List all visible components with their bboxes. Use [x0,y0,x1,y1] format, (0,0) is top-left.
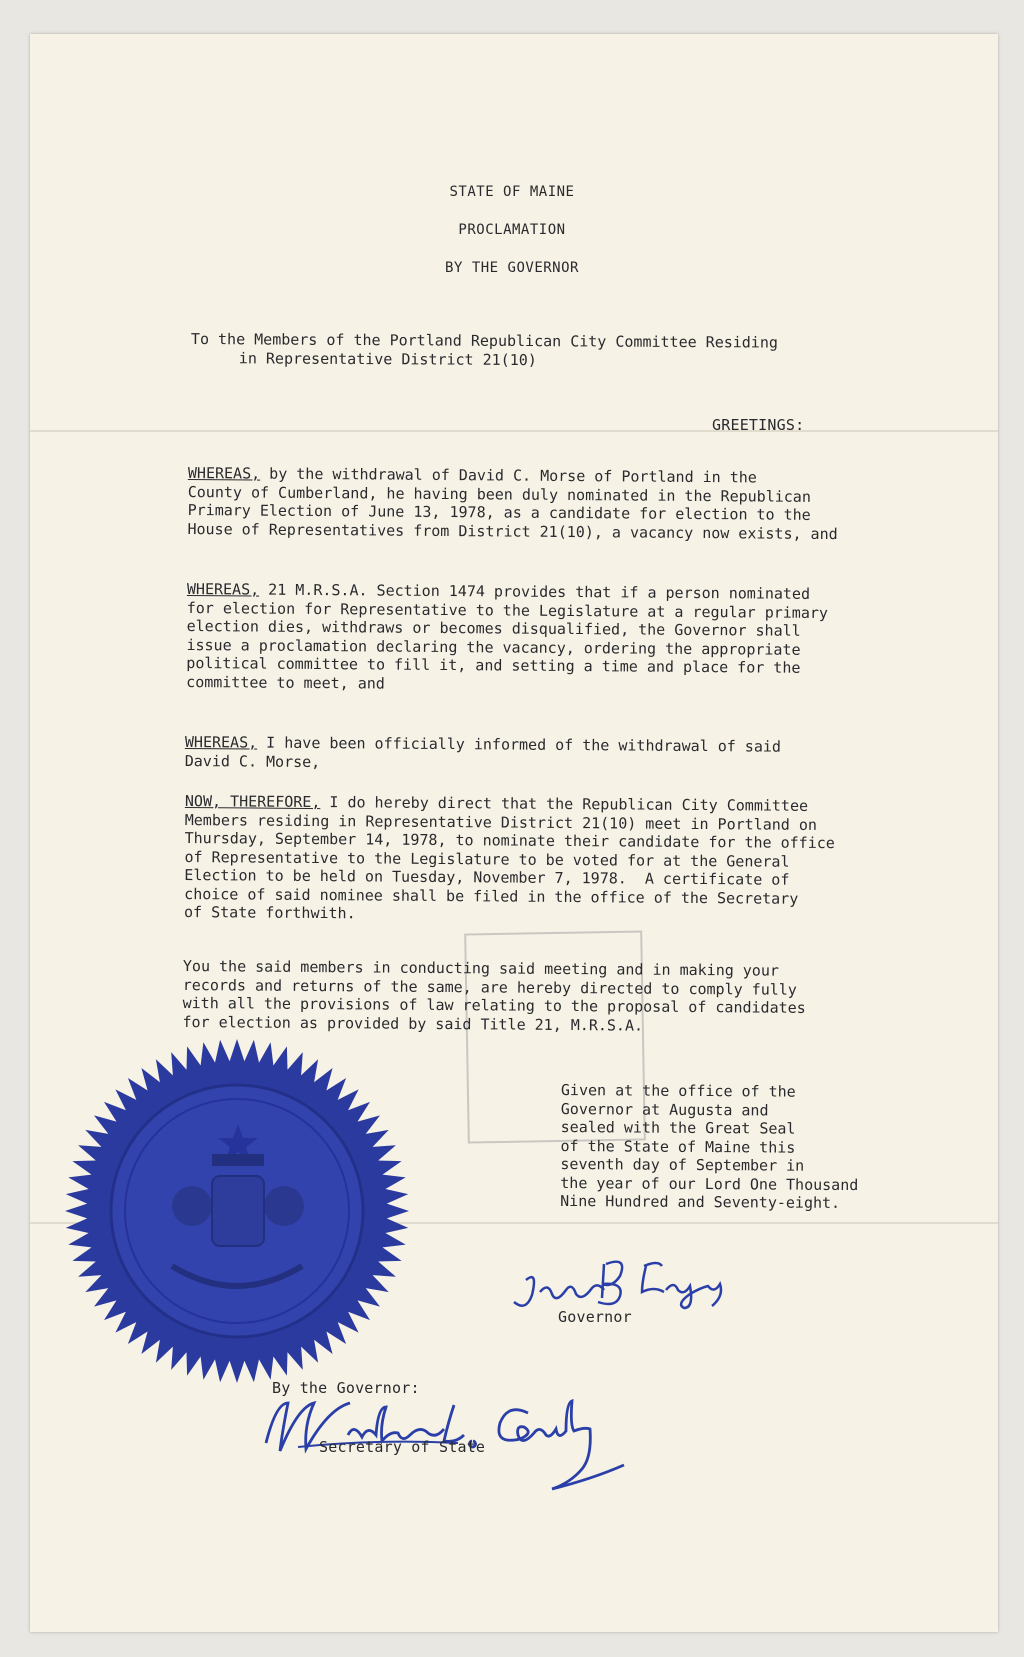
governor-title: Governor [558,1308,632,1326]
paragraph-line: committee to meet, and [186,672,385,693]
paragraph-line: County of Cumberland, he having been duly nominated in the Republican [187,482,811,506]
now-therefore-lead: NOW, THEREFORE, [184,792,321,812]
paragraph-line: I have been officially informed of the withdrawal of said [257,733,782,756]
whereas-lead: WHEREAS, [186,580,260,599]
whereas-lead: WHEREAS, [187,464,261,483]
fold-line [30,430,998,432]
paragraph-line: of State forthwith. [183,902,356,923]
by-the-governor-label: By the Governor: [272,1379,420,1397]
directive-paragraph [182,957,806,1036]
address-block [191,330,778,371]
paragraph-line: House of Representatives from District 21(10), a vacancy now exists, and [187,519,838,543]
paragraph-line: Primary Election of June 13, 1978, as a candidate for election to the [187,500,811,524]
paragraph-line: of Representative to the Legislature to be voted for at the General [184,847,790,871]
heading-proclamation: PROCLAMATION [458,222,566,238]
greetings: GREETINGS: [712,416,805,434]
great-seal-icon [62,1036,412,1386]
paragraph-line: Thursday, September 14, 1978, to nominate their candidate for the office [184,828,835,853]
paragraph-line: choice of said nominee shall be filed in the office of the Secretary [184,884,799,908]
paragraph-line: of the State of Maine this [560,1136,796,1157]
paragraph-line: records and returns of the same, are hereby directed to comply fully [182,975,797,999]
paragraph-line: political committee to fill it, and setting a time and place for the [186,653,801,677]
paragraph-line: I do hereby direct that the Republican City Committee [320,793,809,815]
paragraph-line: for election for Representative to the Legislature at a regular primary [186,598,829,622]
given-at-block [560,1081,859,1213]
paragraph-line: Governor at Augusta and [560,1099,769,1119]
now-therefore-paragraph [184,792,835,927]
paragraph-line: with all the provisions of law relating to the proposal of candidates [182,993,806,1017]
paragraph-line: sealed with the Great Seal [560,1117,796,1138]
paragraph-line: Nine Hundred and Seventy-eight. [560,1191,841,1212]
paragraph-line: You the said members in conducting said meeting and in making your [182,957,780,980]
heading-state: STATE OF MAINE [449,184,575,200]
paragraph-line: Members residing in Representative District 21(10) meet in Portland on [184,810,817,834]
paragraph-line: the year of our Lord One Thousand [560,1173,859,1194]
paragraph-line: for election as provided by said Title 21, M.R.S.A. [182,1012,644,1035]
heading-by-governor: BY THE GOVERNOR [445,260,579,276]
paragraph-line: Given at the office of the [560,1081,796,1101]
whereas-paragraph-3 [185,733,781,775]
address-line: To the Members of the Portland Republican City Committee Residing [190,330,778,352]
address-line: in Representative District 21(10) [238,348,537,369]
paragraph-line: David C. Morse, [184,751,321,771]
paragraph-line: by the withdrawal of David C. Morse of Portland in the [260,464,757,487]
paragraph-line: 21 M.R.S.A. Section 1474 provides that if a person nominated [259,580,811,603]
whereas-paragraph-1 [187,464,838,543]
paragraph-line: election dies, withdraws or becomes disqualified, the Governor shall [186,616,801,640]
paragraph-line: issue a proclamation declaring the vacancy, ordering the appropriate [186,635,801,659]
paragraph-line: seventh day of September in [560,1154,805,1175]
whereas-paragraph-2 [186,580,828,696]
whereas-lead: WHEREAS, [184,733,258,752]
paragraph-line: Election to be held on Tuesday, November 7, 1978. A certificate of [184,865,790,889]
secretary-title: Secretary of State [319,1438,486,1456]
